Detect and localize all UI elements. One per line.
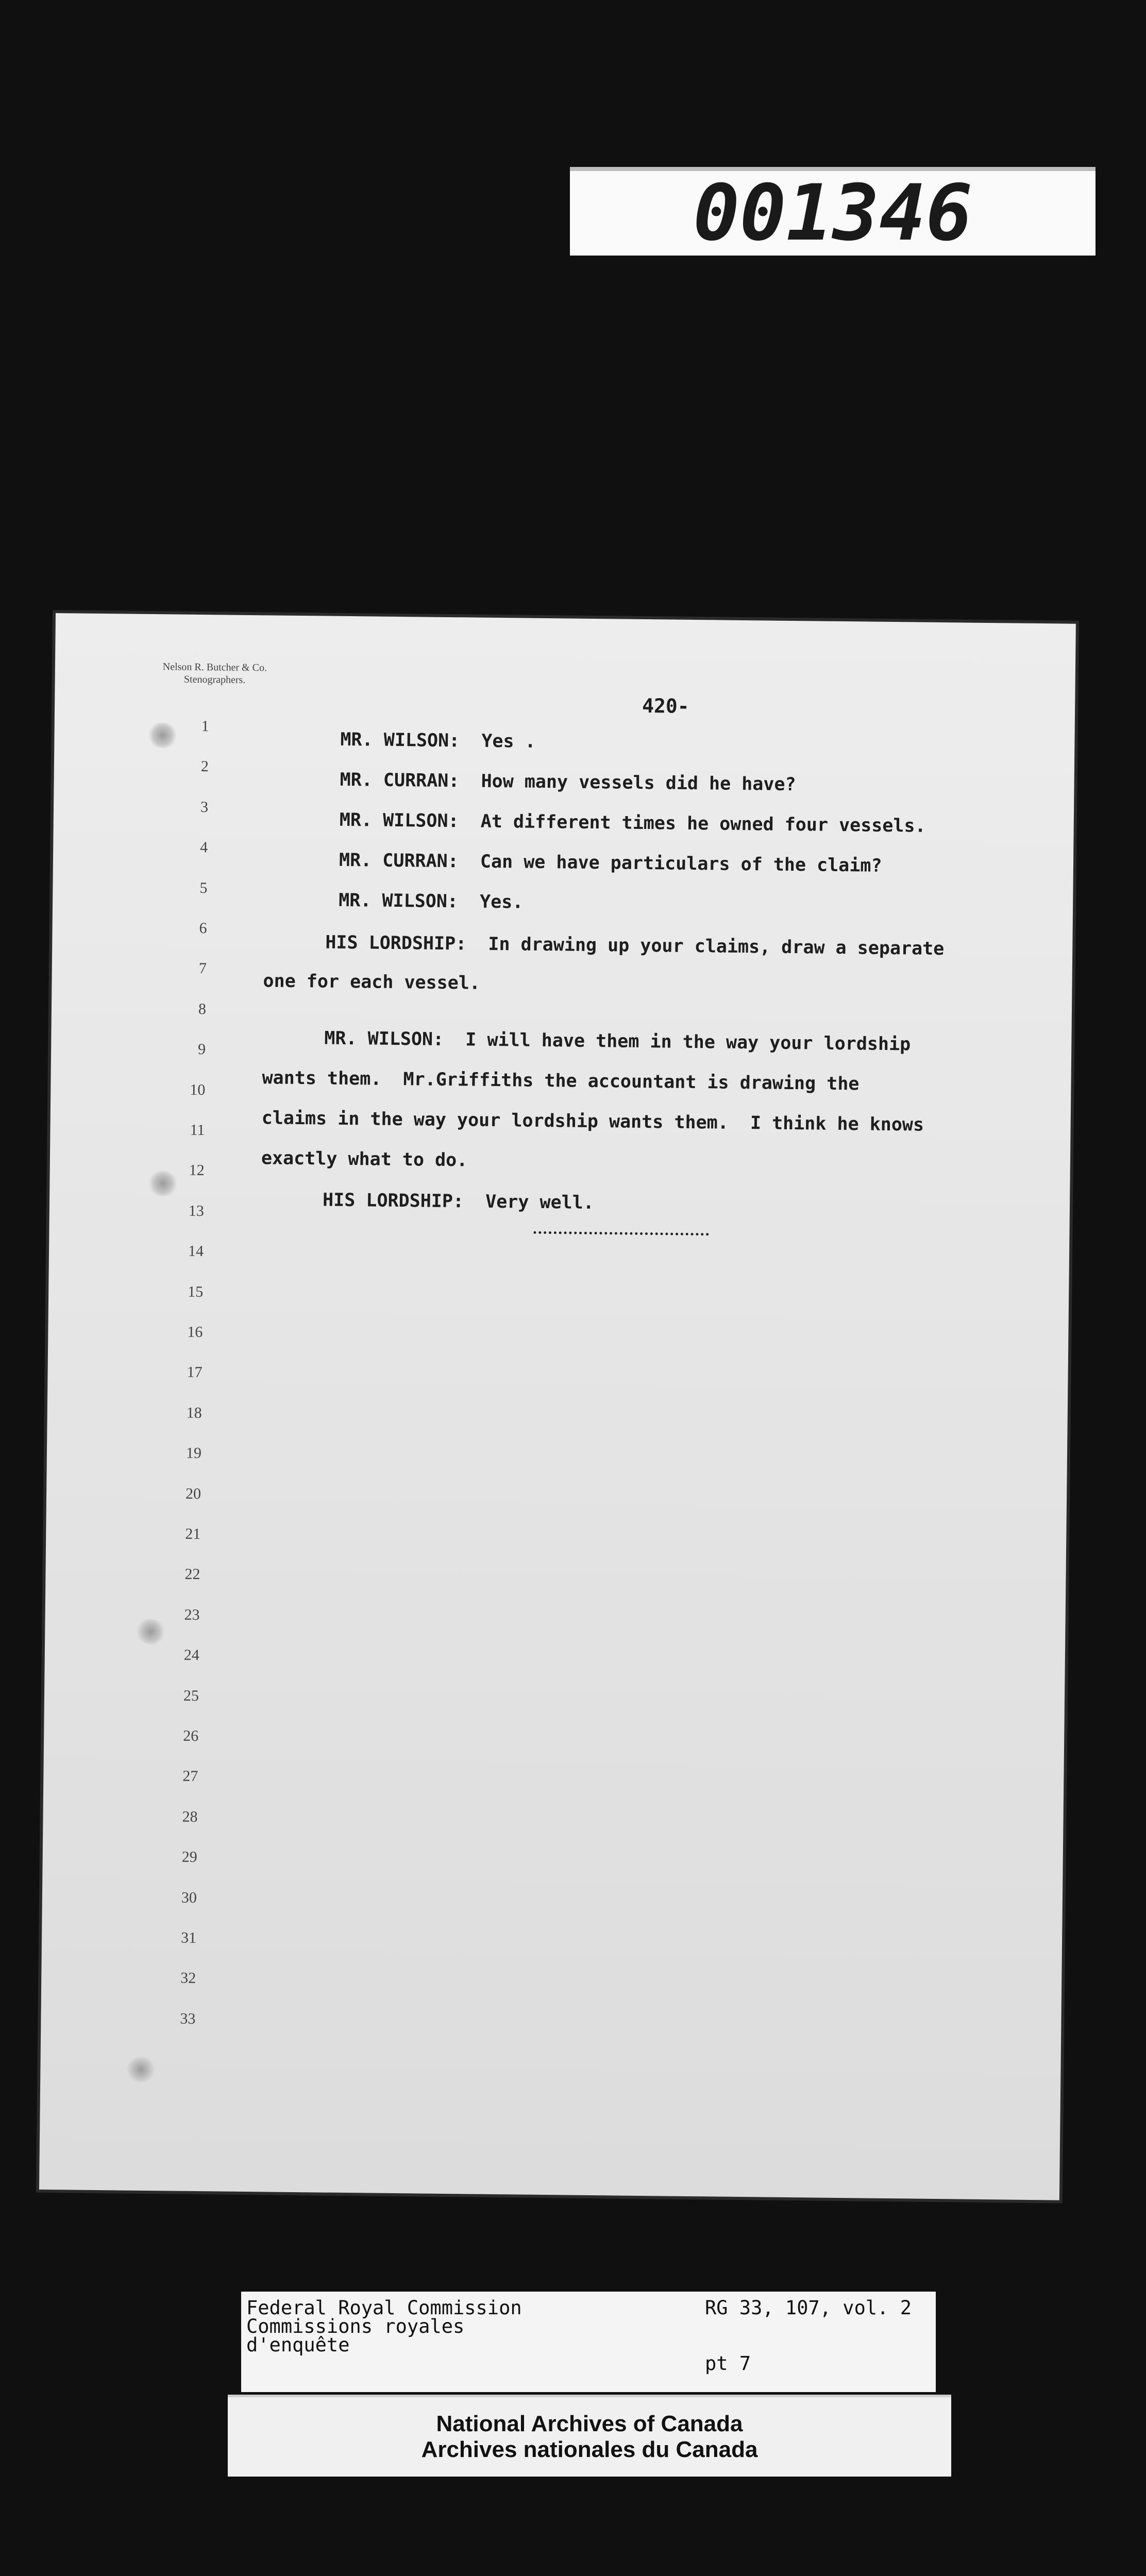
transcript-line: one for each vessel. [263, 971, 481, 994]
transcript-page [39, 613, 1076, 2200]
transcript-line: MR. WILSON: Yes. [338, 890, 524, 913]
line-number: 3 [200, 798, 209, 816]
frame-digit: 001346 [693, 168, 972, 258]
punch-hole [135, 1619, 166, 1645]
line-number: 11 [190, 1121, 205, 1139]
line-number: 30 [181, 1889, 197, 1906]
transcript-line: exactly what to do. [261, 1148, 468, 1171]
stenographer-letterhead [117, 660, 313, 687]
catalog-title-fr: Commissions royales [246, 2315, 465, 2337]
line-number: 19 [186, 1444, 202, 1462]
transcript-line: MR. CURRAN: Can we have particulars of the claim? [339, 850, 882, 876]
punch-hole [147, 722, 178, 749]
line-number: 25 [183, 1687, 199, 1704]
line-number: 32 [180, 1970, 196, 1987]
catalog-part: pt 7 [705, 2352, 751, 2375]
line-number: 12 [189, 1162, 205, 1179]
transcript-line: MR. WILSON: Yes . [340, 729, 536, 752]
line-number: 28 [182, 1808, 198, 1825]
line-number: 16 [187, 1323, 203, 1341]
line-number: 31 [180, 1929, 197, 1946]
line-number: 9 [197, 1041, 206, 1058]
punch-hole [147, 1171, 179, 1197]
line-number: 29 [181, 1848, 197, 1866]
catalog-title-en: Federal Royal Commission [246, 2297, 522, 2319]
line-number: 1 [201, 717, 209, 735]
transcript-line: wants them. Mr.Griffiths the accountant is drawing the [262, 1067, 860, 1095]
separator-rule [533, 1231, 709, 1236]
line-number: 14 [188, 1242, 204, 1260]
punch-hole [125, 2057, 157, 2083]
archives-name-fr: Archives nationales du Canada [421, 2437, 758, 2462]
frame-number-banner [570, 167, 1096, 256]
catalog-label [241, 2292, 936, 2392]
line-number: 24 [183, 1646, 200, 1664]
line-number: 2 [200, 758, 209, 775]
letterhead-name: Nelson R. Butcher & Co. [162, 661, 267, 674]
catalog-reference: RG 33, 107, vol. 2 [705, 2297, 912, 2319]
line-number: 4 [200, 839, 208, 856]
letterhead-role: Stenographers. [183, 673, 246, 686]
transcript-line: MR. WILSON: I will have them in the way your lordship [324, 1028, 911, 1055]
line-number: 13 [188, 1202, 205, 1219]
line-number: 10 [190, 1081, 206, 1098]
line-number: 6 [199, 919, 207, 937]
line-number: 18 [186, 1404, 202, 1421]
transcript-line: MR. WILSON: At different times he owned four vessels. [339, 809, 926, 837]
line-number: 26 [183, 1727, 199, 1745]
line-number: 7 [198, 960, 207, 977]
page-number: 420- [642, 694, 689, 718]
line-number: 21 [185, 1525, 201, 1543]
catalog-title-fr-2: d'enquête [246, 2334, 350, 2356]
line-number: 8 [198, 1000, 207, 1018]
line-number: 33 [180, 2010, 196, 2027]
line-number: 22 [184, 1566, 200, 1583]
archives-name-en: National Archives of Canada [436, 2411, 743, 2436]
line-number: 17 [187, 1364, 203, 1381]
line-number: 23 [184, 1606, 200, 1623]
line-number: 20 [185, 1485, 201, 1502]
archives-label [228, 2395, 951, 2477]
transcript-line: HIS LORDSHIP: Very well. [322, 1190, 595, 1214]
line-number: 27 [182, 1768, 198, 1785]
transcript-line: MR. CURRAN: How many vessels did he have? [340, 769, 796, 795]
line-number: 5 [199, 879, 208, 896]
transcript-line: claims in the way your lordship wants them. I think he knows [261, 1108, 924, 1136]
transcript-line: HIS LORDSHIP: In drawing up your claims, draw a separate [325, 932, 945, 960]
line-number: 15 [188, 1283, 204, 1300]
